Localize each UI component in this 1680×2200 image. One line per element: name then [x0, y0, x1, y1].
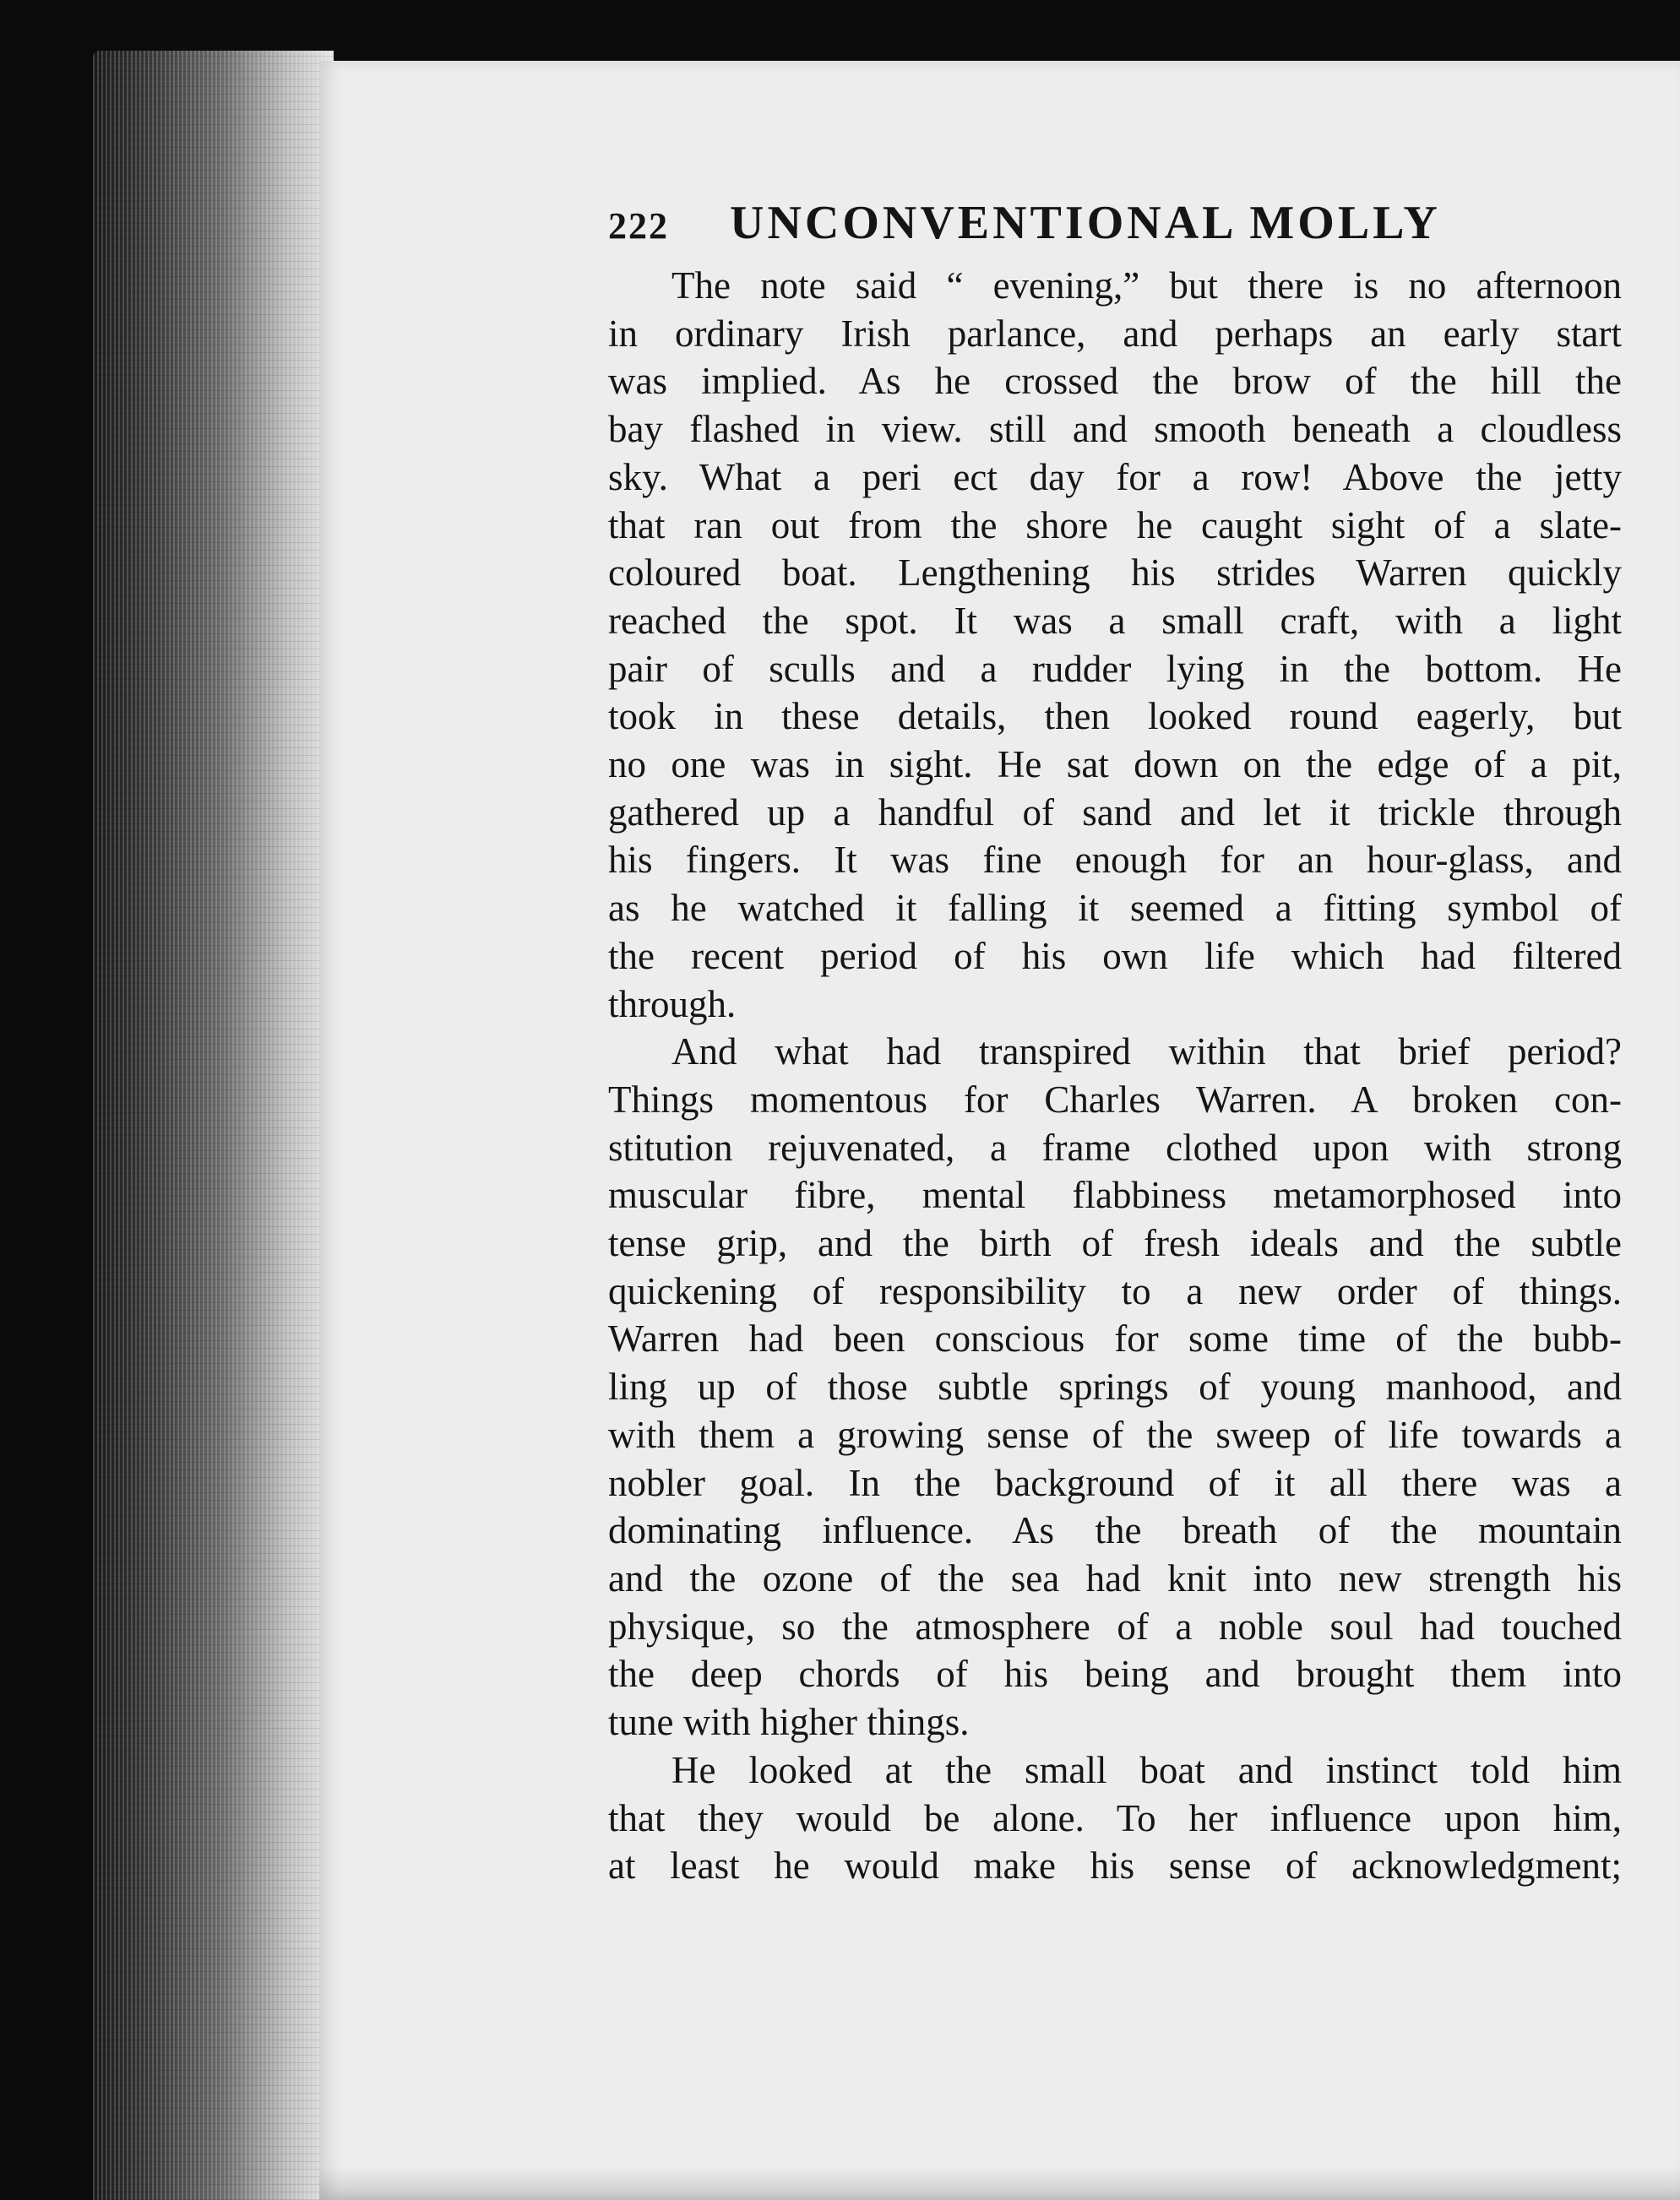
text-line: bay flashed in view. still and smooth beneath a cloudless: [608, 408, 1622, 451]
text-line: no one was in sight. He sat down on the edge of a pit,: [608, 743, 1622, 786]
text-line: coloured boat. Lengthening his strides Warren quickly: [608, 551, 1622, 595]
text-line: took in these details, then looked round eagerly, but: [608, 695, 1622, 738]
book-page: [319, 61, 1680, 2200]
text-line: Warren had been conscious for some time of the bubb-: [608, 1317, 1622, 1361]
text-line: his fingers. It was fine enough for an hour-glass, and: [608, 839, 1622, 882]
page-edges: [93, 51, 334, 2200]
running-head: [608, 196, 1622, 250]
text-line: through.: [608, 982, 737, 1025]
text-line: gathered up a handful of sand and let it trickle through: [608, 790, 1622, 834]
text-line: physique, so the atmosphere of a noble soul had touched: [608, 1605, 1622, 1648]
text-line: muscular fibre, mental flabbiness metamorphosed into: [608, 1174, 1622, 1217]
text-line: tune with higher things.: [608, 1701, 970, 1744]
text-line: and the ozone of the sea had knit into new strength his: [608, 1556, 1622, 1600]
page-content: [608, 196, 1622, 1890]
text-line: He looked at the small boat and instinct told him: [671, 1748, 1622, 1791]
text-line: the recent period of his own life which had filtered: [608, 934, 1622, 977]
text-line: reached the spot. It was a small craft, with a light: [608, 599, 1622, 642]
text-line: pair of sculls and a rudder lying in the bottom. He: [608, 647, 1622, 690]
text-line: was implied. As he crossed the brow of the hill the: [608, 360, 1622, 403]
text-line: ling up of those subtle springs of young manhood, and: [608, 1366, 1622, 1409]
text-line: quickening of responsibility to a new order of things.: [608, 1269, 1622, 1312]
text-line: with them a growing sense of the sweep of life towards a: [608, 1413, 1622, 1456]
running-title: UNCONVENTIONAL MOLLY: [730, 197, 1441, 249]
text-line: as he watched it falling it seemed a fitting symbol of: [608, 887, 1622, 930]
text-line: the deep chords of his being and brought them into: [608, 1653, 1622, 1696]
text-line: stitution rejuvenated, a frame clothed upon with strong: [608, 1126, 1622, 1169]
text-line: And what had transpired within that brief period?: [671, 1030, 1622, 1073]
text-line: The note said “ evening,” but there is no afternoon: [671, 264, 1622, 307]
text-line: tense grip, and the birth of fresh ideals and the subtle: [608, 1222, 1622, 1265]
text-line: that they would be alone. To her influence upon him,: [608, 1796, 1622, 1839]
text-line: sky. What a peri ect day for a row! Above the jetty: [608, 455, 1622, 498]
page-number: 222: [608, 205, 669, 247]
text-line: at least he would make his sense of acknowledgment;: [608, 1844, 1622, 1888]
text-line: Things momentous for Charles Warren. A broken con-: [608, 1078, 1622, 1121]
text-line: dominating influence. As the breath of the mountain: [608, 1509, 1622, 1552]
text-line: that ran out from the shore he caught sight of a slate-: [608, 503, 1622, 546]
page-bottom-shadow: [319, 2166, 1680, 2200]
text-line: nobler goal. In the background of it all there was a: [608, 1461, 1622, 1504]
text-line: in ordinary Irish parlance, and perhaps an early start: [608, 312, 1622, 355]
body-text: [608, 262, 1622, 1890]
